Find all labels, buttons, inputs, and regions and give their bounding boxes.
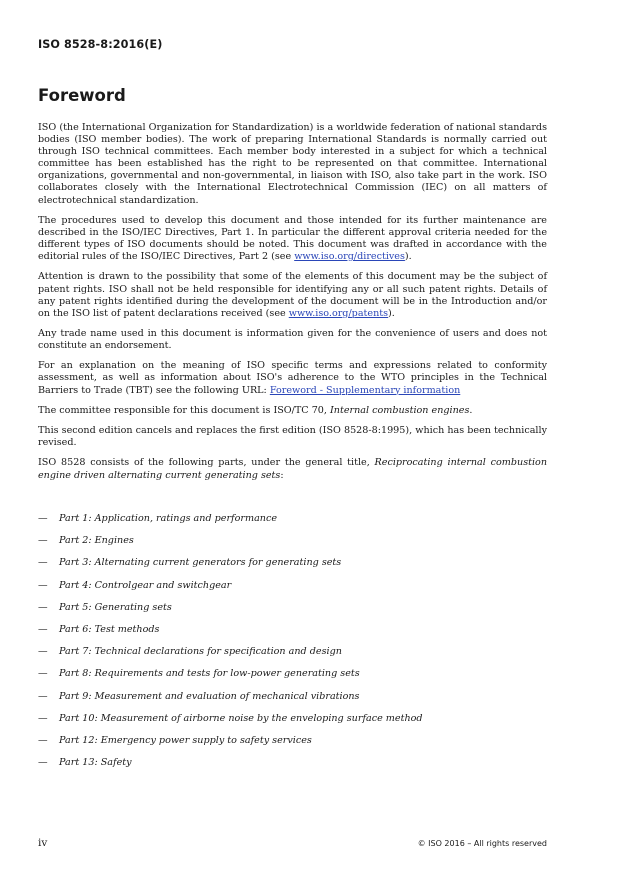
- list-dash: —: [38, 513, 48, 524]
- paragraph-procedures: [38, 215, 547, 263]
- list-item: [38, 646, 547, 668]
- committee-name: Internal combustion engines: [330, 404, 470, 416]
- list-item: [38, 691, 547, 713]
- list-dash: —: [38, 734, 48, 746]
- list-dash: —: [38, 557, 48, 569]
- list-item: [38, 580, 547, 602]
- list-dash: —: [38, 668, 48, 680]
- foreword-body: [38, 122, 547, 490]
- list-dash: —: [38, 646, 48, 658]
- list-dash: —: [38, 535, 48, 547]
- part-title: Part 1: Application, ratings and performance: [59, 513, 278, 524]
- part-title: Part 12: Emergency power supply to safety services: [59, 734, 312, 746]
- list-dash: —: [38, 690, 48, 702]
- list-dash: —: [38, 712, 48, 724]
- paragraph-procedures-end: ).: [404, 251, 412, 263]
- paragraph-iso-intro: ISO (the International Organization for Standardization) is a worldwide federation of national standards bodies (ISO member bodies). The work of preparing International Standards is normally carried out through ISO technical committees. Each member body interested in a subject for which a technical committee has been established has the right to be represented on that committee. International organizations, governmental and non-governmental, in liaison with ISO, also take part in the work. ISO collaborates closely with the International Electrotechnical Commission (IEC) on all matters of electrotechnical standardization.: [38, 122, 547, 206]
- paragraph-conformity-text: For an explanation on the meaning of ISO specific terms and expressions related to conformity assessment, as well as information about ISO's adherence to the WTO principles in the Technical Barriers to Trade (TBT) see the following URL:: [38, 360, 547, 396]
- paragraph-committee-text: The committee responsible for this document is ISO/TC 70,: [38, 404, 331, 416]
- paragraph-committee: [38, 405, 547, 417]
- list-item: [38, 713, 547, 735]
- list-item: [38, 602, 547, 624]
- paragraph-parts-intro-text: ISO 8528 consists of the following parts, under the general title,: [38, 457, 375, 469]
- patents-link[interactable]: www.iso.org/patents: [288, 307, 389, 319]
- part-title: Part 9: Measurement and evaluation of mechanical vibrations: [59, 690, 360, 702]
- paragraph-patents-end: ).: [388, 307, 395, 319]
- part-title: Part 6: Test methods: [59, 623, 160, 635]
- list-dash: —: [38, 601, 48, 613]
- list-item: [38, 757, 547, 779]
- list-item: [38, 735, 547, 757]
- paragraph-procedures-text: The procedures used to develop this document and those intended for its further maintenance are described in the ISO/IEC Directives, Part 1. In particular the different approval criteria needed for the different types of ISO documents should be noted. This document was drafted in accordance with the editorial rules of the ISO/IEC Directives, Part 2 (see: [38, 214, 547, 263]
- list-dash: —: [38, 623, 48, 635]
- part-title: Part 7: Technical declarations for specification and design: [59, 646, 342, 658]
- paragraph-conformity: [38, 360, 547, 396]
- part-title: Part 13: Safety: [59, 757, 132, 769]
- parts-list: [38, 513, 547, 779]
- supplementary-info-link[interactable]: Foreword - Supplementary information: [269, 384, 461, 396]
- paragraph-patents-text: Attention is drawn to the possibility that some of the elements of this document may be the subject of patent rights. ISO shall not be held responsible for identifying any or all such patent rights. Details of any patent rights identified during the development of the document will be in the Introduction and/or on the ISO list of patent declarations received (see: [38, 271, 547, 319]
- list-item: [38, 535, 547, 557]
- paragraph-patents: [38, 271, 547, 319]
- part-title: Part 5: Generating sets: [59, 601, 172, 613]
- part-title: Part 2: Engines: [59, 535, 134, 547]
- paragraph-parts-intro-end: :: [280, 469, 284, 481]
- list-item: [38, 513, 547, 535]
- paragraph-committee-end: .: [469, 404, 473, 416]
- part-title: Part 10: Measurement of airborne noise by the enveloping surface method: [59, 712, 423, 724]
- general-title: Reciprocating internal combustion engine driven alternating current generating sets: [38, 457, 547, 481]
- paragraph-trade-name: Any trade name used in this document is information given for the convenience of users and does not constitute an endorsement.: [38, 327, 547, 352]
- list-item: [38, 624, 547, 646]
- part-title: Part 3: Alternating current generators for generating sets: [59, 557, 342, 569]
- part-title: Part 4: Controlgear and switchgear: [59, 579, 232, 591]
- copyright-notice: © ISO 2016 – All rights reserved: [417, 839, 547, 848]
- document-page: [38, 0, 547, 876]
- directives-link[interactable]: www.iso.org/directives: [294, 251, 405, 263]
- document-id: ISO 8528-8:2016(E): [38, 38, 163, 51]
- list-item: [38, 557, 547, 579]
- paragraph-parts-intro: [38, 457, 547, 481]
- part-title: Part 8: Requirements and tests for low-power generating sets: [59, 668, 360, 680]
- list-item: [38, 668, 547, 690]
- paragraph-edition: This second edition cancels and replaces the first edition (ISO 8528-8:1995), which has been technically revised.: [38, 425, 547, 449]
- page-number: iv: [38, 837, 48, 849]
- list-dash: —: [38, 579, 48, 591]
- page-title: Foreword: [38, 86, 126, 105]
- list-dash: —: [38, 757, 48, 769]
